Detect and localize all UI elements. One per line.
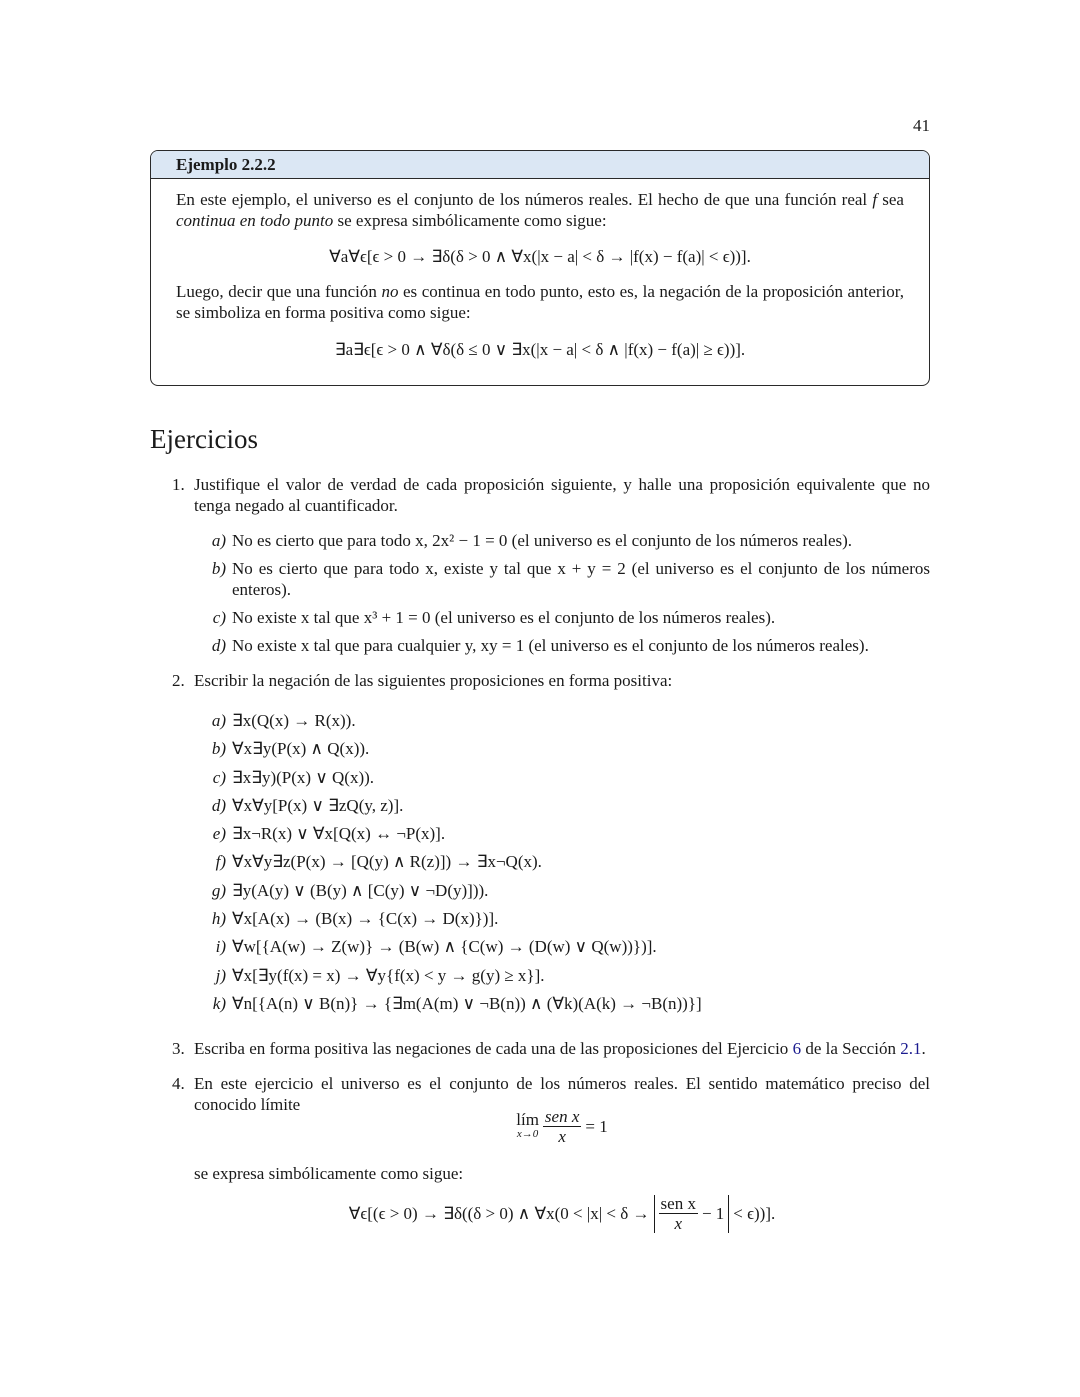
example-box [150, 150, 930, 386]
sub-item-list [194, 707, 930, 1018]
sub-item: f) ∀x∀y∃z(P(x) → [Q(y) ∧ R(z)]) → ∃x¬Q(x). [215, 852, 542, 872]
sub-item: i) ∀w[{A(w) → Z(w)} → (B(w) ∧ {C(w) → (D(w) ∨ Q(w))})]. [215, 937, 657, 957]
sub-item: d) No existe x tal que para cualquier y, xy = 1 (el universo es el conjunto de los números reales). [211, 636, 869, 655]
section-reference-link[interactable]: 2.1 [900, 1039, 922, 1059]
sub-item: a) ∃x(Q(x) → R(x)). [211, 711, 356, 730]
exercise-3 [150, 1038, 930, 1059]
exercise-1 [150, 474, 930, 656]
example-body [151, 179, 929, 360]
sub-item-list [194, 530, 930, 656]
exercise-text: Justifique el valor de verdad de cada proposición siguiente, y halle una proposición equivalente que no tenga negado al cuantificador. [194, 475, 930, 515]
page-number: 41 [913, 116, 930, 135]
example-title: Ejemplo 2.2.2 [151, 151, 929, 179]
exercise-reference-link[interactable]: 6 [792, 1039, 802, 1059]
limit-expression: lím x→0 $\frac{\text{sen x}}{x}$ = 1 [516, 1107, 608, 1147]
sub-item: c) ∃x∃y)(P(x) ∨ Q(x)). [212, 767, 375, 787]
sub-item: h) ∀x[A(x) → (B(x) → {C(x) → D(x)})]. [211, 909, 499, 929]
exercise-text: Escriba en forma positiva las negaciones de cada una de las proposiciones del Ejercicio 6 de la Sección 2.1. [194, 1039, 926, 1059]
sub-item: e) ∃x¬R(x) ∨ ∀x[Q(x) ↔ ¬P(x)]. [212, 824, 446, 844]
sub-item: g) ∃y(A(y) ∨ (B(y) ∧ [C(y) ∨ ¬D(y)])). [211, 880, 489, 900]
exercise-text: En este ejercicio el universo es el conjunto de los números reales. El sentido matemático preciso del conocido límite [194, 1074, 930, 1115]
sub-item: j) ∀x[∃y(f(x) = x) → ∀y{f(x) < y → g(y) ≥ x}]. [215, 965, 545, 985]
continuity-formula: ∀a∀ϵ[ϵ > 0 → ∃δ(δ > 0 ∧ ∀x(|x − a| < δ → |f(x) − f(a)| < ϵ))]. [329, 247, 751, 266]
exercise-number: 2. [172, 671, 185, 690]
sub-item: c) No existe x tal que x³ + 1 = 0 (el universo es el conjunto de los números reales). [212, 608, 776, 627]
exercise-list [150, 474, 930, 1247]
exercise-number: 4. [172, 1074, 185, 1094]
exercise-4 [150, 1073, 930, 1233]
exercise-2 [150, 670, 930, 1018]
sub-item: k) ∀n[{A(n) ∨ B(n)} → {∃m(A(m) ∨ ¬B(n)) ∧ (∀k)(A(k) → ¬B(n))}] [212, 993, 702, 1013]
section-title: Ejercicios [150, 424, 258, 454]
sub-item: d) ∀x∀y[P(x) ∨ ∃zQ(y, z)]. [211, 795, 404, 815]
sub-item: b) No es cierto que para todo x, existe y tal que x + y = 2 (el universo es el conjunto de los números enteros). [211, 559, 930, 599]
limit-epsilon-delta-formula: ∀ϵ[(ϵ > 0) → ∃δ((δ > 0) ∧ ∀x(0 < |x| < δ → $\frac{\text{sen x}}{x}$ − 1 < ϵ))]. [348, 1194, 776, 1234]
exercise-text-continuation: se expresa simbólicamente como sigue: [194, 1164, 464, 1184]
sub-item: a) No es cierto que para todo x, 2x² − 1 = 0 (el universo es el conjunto de los números reales). [211, 531, 853, 550]
negation-formula: ∃a∃ϵ[ϵ > 0 ∧ ∀δ(δ ≤ 0 ∨ ∃x(|x − a| < δ ∧ |f(x) − f(a)| ≥ ϵ))]. [334, 340, 746, 359]
exercise-number: 1. [172, 475, 185, 494]
exercise-text: Escribir la negación de las siguientes proposiciones en forma positiva: [194, 671, 673, 690]
example-paragraph-2: Luego, decir que una función no es continua en todo punto, esto es, la negación de la proposición anterior, se simboliza en forma positiva como sigue: [176, 282, 904, 322]
example-paragraph-1: En este ejemplo, el universo es el conjunto de los números reales. El hecho de que una función real f sea continua en todo punto se expresa simbólicamente como sigue: [176, 190, 904, 230]
sub-item: b) ∀x∃y(P(x) ∧ Q(x)). [211, 739, 370, 759]
exercise-number: 3. [172, 1039, 185, 1059]
